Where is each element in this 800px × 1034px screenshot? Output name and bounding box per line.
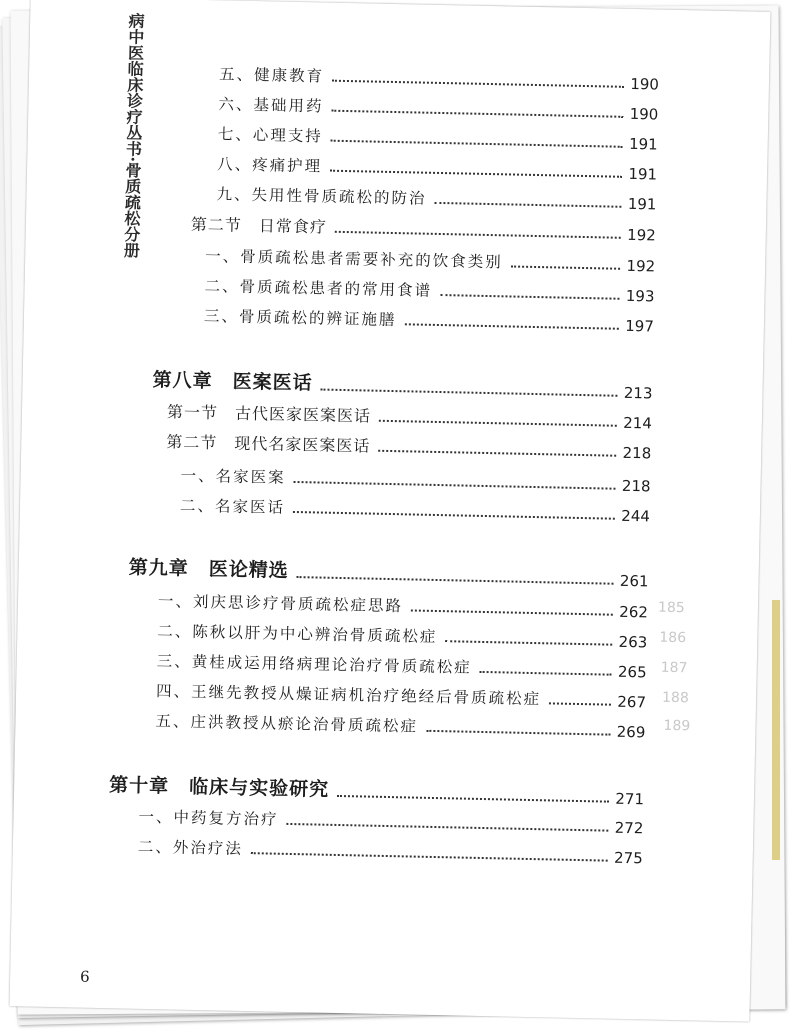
- dot-leader: [434, 202, 621, 208]
- toc-entry-title: 三、黄桂成运用络病理论治疗骨质疏松症: [156, 652, 472, 677]
- toc-entry: [219, 62, 659, 93]
- toc-entry-title: 一、中药复方治疗: [138, 807, 279, 829]
- dot-leader: [331, 110, 623, 118]
- toc-entry-page: 190: [629, 104, 659, 124]
- toc-entry: [204, 274, 654, 305]
- toc-chapter: [109, 770, 644, 808]
- toc-entry-title: 九、失用性骨质疏松的防治: [216, 185, 427, 208]
- toc-entry-title: 一、刘庆思诊疗骨质疏松症思路: [157, 592, 404, 616]
- dot-leader: [404, 323, 619, 329]
- toc-entry-page: 263: [618, 632, 648, 652]
- toc-entry-page: 262: [619, 602, 649, 622]
- toc-entry-page: 214: [623, 413, 653, 433]
- toc-entry: [218, 92, 658, 123]
- toc-chapter-title: 第十章 临床与实验研究: [108, 774, 330, 801]
- toc-entry-page: 192: [626, 225, 656, 245]
- dot-leader: [251, 852, 608, 861]
- toc-entry-page: 272: [614, 818, 644, 838]
- toc-entry: [180, 494, 650, 526]
- toc-entry-page: 267: [617, 692, 647, 712]
- toc-entry-title: 四、王继先教授从燥证病机治疗绝经后骨质疏松症: [155, 682, 542, 709]
- toc-entry: [138, 805, 643, 838]
- toc-entry: [180, 464, 650, 496]
- dot-leader: [330, 170, 622, 178]
- dot-leader: [293, 511, 615, 520]
- toc-section-title: 第二节 现代名家医案医话: [166, 432, 371, 456]
- page-number: 6: [79, 967, 90, 986]
- toc-entry-page: 191: [627, 194, 657, 214]
- toc-entry-page: 269: [616, 722, 646, 742]
- dot-leader: [332, 80, 624, 88]
- toc-entry: [155, 709, 645, 741]
- toc-entry-page: 190: [630, 74, 660, 94]
- dot-leader: [297, 576, 614, 585]
- toc-entry-page: 218: [621, 476, 651, 496]
- toc-entry: [156, 679, 646, 711]
- toc-chapter-title: 第九章 医论精选: [128, 556, 289, 582]
- toc-entry-title: 五、庄洪教授从瘀论治骨质疏松症: [155, 712, 419, 736]
- toc-entry-title: 二、骨质疏松患者的常用食谱: [204, 277, 433, 300]
- dot-leader: [331, 140, 623, 148]
- dot-leader: [411, 609, 613, 615]
- series-title: 病中医临床诊疗丛书·骨质疏松分册: [121, 12, 146, 259]
- toc-entry-page: 191: [628, 134, 658, 154]
- toc-entry-page: 193: [625, 286, 655, 306]
- toc-section: [167, 399, 652, 432]
- toc-entry: [157, 649, 647, 681]
- toc-entry-page: 271: [615, 789, 645, 809]
- dot-leader: [378, 450, 616, 457]
- toc-entry: [204, 304, 654, 335]
- page-edge-stripe-2: [772, 600, 780, 860]
- bleed-through-number: 188: [661, 689, 690, 707]
- toc-entry-page: 192: [626, 256, 656, 276]
- toc-entry-title: 二、名家医话: [179, 496, 286, 517]
- toc-entry: [216, 182, 656, 213]
- toc-entry: [138, 835, 643, 868]
- dot-leader: [511, 265, 621, 269]
- toc-entry: [157, 619, 647, 651]
- toc-entry-page: 213: [623, 383, 653, 403]
- bleed-through-number: 186: [659, 629, 687, 647]
- bleed-through-number: 189: [663, 717, 691, 735]
- toc-entry-title: 六、基础用药: [218, 95, 324, 116]
- toc-section-title: 第二节 日常食疗: [190, 214, 328, 237]
- toc-entry-page: 218: [622, 443, 652, 463]
- toc-entry-title: 八、疼痛护理: [216, 155, 323, 176]
- toc-entry: [205, 244, 655, 275]
- toc-entry-page: 244: [621, 506, 651, 526]
- toc-chapter: [152, 365, 652, 402]
- dot-leader: [445, 640, 612, 646]
- dot-leader: [335, 231, 621, 239]
- dot-leader: [286, 823, 608, 832]
- toc-entry-title: 二、外治疗法: [137, 837, 244, 858]
- book-page: [10, 0, 771, 1022]
- bleed-through-number: 185: [657, 599, 685, 617]
- toc-entry-page: 265: [617, 662, 647, 682]
- toc-entry-page: 275: [613, 848, 643, 868]
- toc-entry-page: 191: [628, 164, 658, 184]
- bleed-through-number: 187: [660, 659, 688, 677]
- toc-entry: [158, 589, 648, 621]
- toc-entry-page: 261: [619, 571, 649, 591]
- toc-entry-title: 一、名家医案: [180, 466, 286, 487]
- dot-leader: [294, 481, 616, 490]
- dot-leader: [480, 671, 612, 676]
- dot-leader: [320, 389, 617, 397]
- toc-entry-title: 七、心理支持: [217, 125, 323, 146]
- toc-entry-page: 197: [625, 316, 655, 336]
- toc-entry: [218, 122, 658, 153]
- dot-leader: [337, 795, 609, 803]
- dot-leader: [379, 420, 617, 427]
- toc-section: [166, 429, 651, 462]
- toc-entry-title: 三、骨质疏松的辨证施膳: [203, 307, 397, 330]
- toc-entry-title: 一、骨质疏松患者需要补充的饮食类别: [205, 247, 503, 272]
- toc-entry-title: 二、陈秋以肝为中心辨治骨质疏松症: [157, 622, 438, 647]
- toc-entry-title: 五、健康教育: [218, 65, 325, 86]
- toc-entry: [217, 152, 657, 183]
- toc-chapter: [128, 553, 648, 591]
- toc-section-title: 第一节 古代医家医案医话: [166, 402, 372, 426]
- dot-leader: [440, 294, 620, 300]
- toc-chapter-title: 第八章 医案医话: [152, 369, 313, 395]
- dot-leader: [549, 702, 611, 705]
- toc-section: [191, 212, 656, 245]
- dot-leader: [426, 730, 611, 736]
